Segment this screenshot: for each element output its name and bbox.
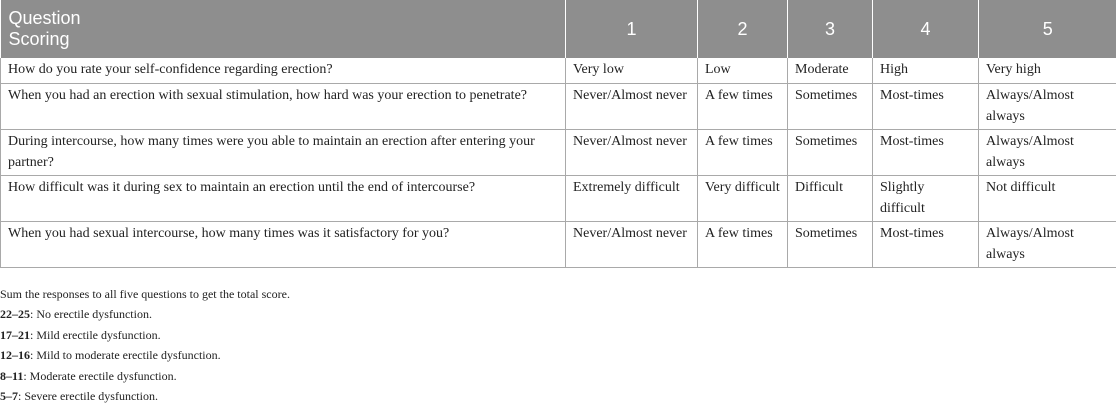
table-row: [1, 58, 1116, 83]
footnote-range: [0, 386, 290, 406]
question-cell: How do you rate your self-confidence regarding erection?: [1, 58, 566, 83]
range-value: 12–16: [0, 348, 30, 362]
range-value: 8–11: [0, 369, 23, 383]
footnote-range: [0, 345, 290, 365]
answer-cell: Not difficult: [979, 175, 1116, 221]
answer-cell: Low: [698, 58, 788, 83]
table-row: [1, 129, 1116, 175]
footnote-intro: Sum the responses to all five questions to get the total score.: [0, 284, 290, 304]
score-1-header: 1: [566, 0, 698, 58]
answer-cell: Slightly difficult: [873, 175, 979, 221]
table-header-row: [1, 0, 1116, 58]
question-header-line2: Scoring: [9, 29, 70, 49]
footnote-range: [0, 325, 290, 345]
answer-cell: Difficult: [788, 175, 873, 221]
answer-cell: Most-times: [873, 83, 979, 129]
footnote-range: [0, 366, 290, 386]
range-value: 17–21: [0, 328, 30, 342]
question-cell: During intercourse, how many times were you able to maintain an erection after entering your partner?: [1, 129, 566, 175]
score-4-header: 4: [873, 0, 979, 58]
answer-cell: Very high: [979, 58, 1116, 83]
table-row: [1, 221, 1116, 267]
question-cell: When you had an erection with sexual stimulation, how hard was your erection to penetrate?: [1, 83, 566, 129]
answer-cell: Never/Almost never: [566, 83, 698, 129]
table-row: [1, 175, 1116, 221]
question-cell: When you had sexual intercourse, how many times was it satisfactory for you?: [1, 221, 566, 267]
answer-cell: Very low: [566, 58, 698, 83]
question-header-line1: Question: [9, 8, 81, 28]
table-row: [1, 83, 1116, 129]
footnote-range: [0, 304, 290, 324]
answer-cell: Never/Almost never: [566, 221, 698, 267]
range-label: : Mild to moderate erectile dysfunction.: [30, 348, 221, 362]
answer-cell: Very difficult: [698, 175, 788, 221]
answer-cell: High: [873, 58, 979, 83]
range-label: : No erectile dysfunction.: [30, 307, 152, 321]
score-3-header: 3: [788, 0, 873, 58]
score-2-header: 2: [698, 0, 788, 58]
answer-cell: Always/Almost always: [979, 83, 1116, 129]
answer-cell: Most-times: [873, 221, 979, 267]
answer-cell: Extremely difficult: [566, 175, 698, 221]
answer-cell: Sometimes: [788, 129, 873, 175]
answer-cell: Never/Almost never: [566, 129, 698, 175]
answer-cell: Always/Almost always: [979, 129, 1116, 175]
range-label: : Severe erectile dysfunction.: [18, 389, 158, 403]
answer-cell: Moderate: [788, 58, 873, 83]
answer-cell: Most-times: [873, 129, 979, 175]
range-label: : Moderate erectile dysfunction.: [23, 369, 176, 383]
question-column-header: [1, 0, 566, 58]
answer-cell: A few times: [698, 129, 788, 175]
range-label: : Mild erectile dysfunction.: [30, 328, 161, 342]
question-cell: How difficult was it during sex to maintain an erection until the end of intercourse?: [1, 175, 566, 221]
answer-cell: A few times: [698, 221, 788, 267]
answer-cell: A few times: [698, 83, 788, 129]
answer-cell: Sometimes: [788, 221, 873, 267]
score-5-header: 5: [979, 0, 1116, 58]
range-value: 22–25: [0, 307, 30, 321]
answer-cell: Sometimes: [788, 83, 873, 129]
table-footnotes: [0, 284, 290, 406]
answer-cell: Always/Almost always: [979, 221, 1116, 267]
range-value: 5–7: [0, 389, 18, 403]
